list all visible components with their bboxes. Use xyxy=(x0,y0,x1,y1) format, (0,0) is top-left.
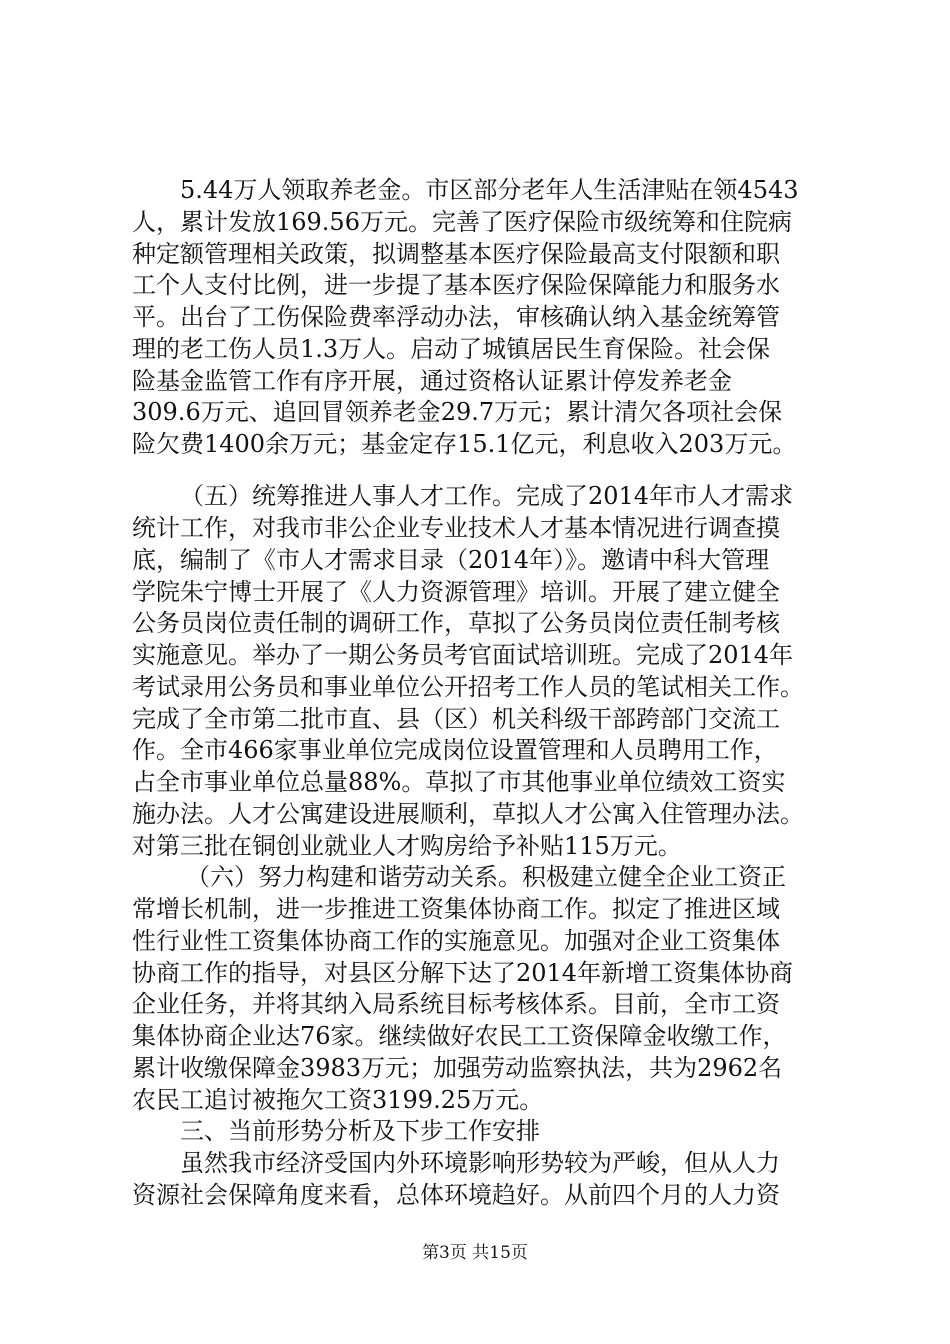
text-line: 集体协商企业达76家。继续做好农民工工资保障金收缴工作， xyxy=(132,1022,787,1050)
text-line: 协商工作的指导，对县区分解下达了2014年新增工资集体协商 xyxy=(132,959,794,987)
text-line: 统计工作，对我市非公企业专业技术人才基本情况进行调查摸 xyxy=(132,514,780,542)
text-line: 底，编制了《市人才需求目录（2014年）》。邀请中科大管理 xyxy=(132,546,770,574)
text-line: （五）统筹推进人事人才工作。完成了2014年市人才需求 xyxy=(180,482,794,510)
text-line: 资源社会保障角度来看，总体环境趋好。从前四个月的人力资 xyxy=(132,1181,780,1209)
text-line: 作。全市466家事业单位完成岗位设置管理和人员聘用工作， xyxy=(132,736,778,764)
text-line: 种定额管理相关政策，拟调整基本医疗保险最高支付限额和职 xyxy=(132,240,780,268)
text-line: 常增长机制，进一步推进工资集体协商工作。拟定了推进区域 xyxy=(132,895,780,923)
text-line: 性行业性工资集体协商工作的实施意见。加强对企业工资集体 xyxy=(132,927,780,955)
text-line: 虽然我市经济受国内外环境影响形势较为严峻，但从人力 xyxy=(180,1149,780,1177)
text-line: 工个人支付比例，进一步提了基本医疗保险保障能力和服务水 xyxy=(132,271,780,299)
text-line: 企业任务，并将其纳入局系统目标考核体系。目前，全市工资 xyxy=(132,990,780,1018)
text-line: 人，累计发放169.56万元。完善了医疗保险市级统筹和住院病 xyxy=(132,208,792,236)
text-line: 309.6万元、追回冒领养老金29.7万元；累计清欠各项社会保 xyxy=(132,398,783,426)
text-line: 农民工追讨被拖欠工资3199.25万元。 xyxy=(132,1086,544,1114)
text-line: 公务员岗位责任制的调研工作，草拟了公务员岗位责任制考核 xyxy=(132,609,780,637)
text-line: 累计收缴保障金3983万元；加强劳动监察执法，共为2962名 xyxy=(132,1054,783,1082)
page-footer: 第3页 共15页 xyxy=(422,1243,528,1263)
text-line: 施办法。人才公寓建设进展顺利，草拟人才公寓入住管理办法。 xyxy=(132,800,804,828)
text-line: （六）努力构建和谐劳动关系。积极建立健全企业工资正 xyxy=(186,863,786,891)
text-line: 占全市事业单位总量88%。草拟了市其他事业单位绩效工资实 xyxy=(132,768,786,796)
text-line: 完成了全市第二批市直、县（区）机关科级干部跨部门交流工 xyxy=(132,705,780,733)
text-line: 对第三批在铜创业就业人才购房给予补贴115万元。 xyxy=(132,832,682,860)
text-line: 考试录用公务员和事业单位公开招考工作人员的笔试相关工作。 xyxy=(132,673,804,701)
text-line: 实施意见。举办了一期公务员考官面试培训班。完成了2014年 xyxy=(132,641,794,669)
section-heading: 三、当前形势分析及下步工作安排 xyxy=(180,1117,540,1145)
text-line: 5.44万人领取养老金。市区部分老年人生活津贴在领4543 xyxy=(180,176,799,204)
text-line: 理的老工伤人员1.3万人。启动了城镇居民生育保险。社会保 xyxy=(132,335,771,363)
text-line: 险基金监管工作有序开展，通过资格认证累计停发养老金 xyxy=(132,367,732,395)
text-line: 学院朱宁博士开展了《人力资源管理》培训。开展了建立健全 xyxy=(132,578,780,606)
text-line: 平。出台了工伤保险费率浮动办法，审核确认纳入基金统筹管 xyxy=(132,303,780,331)
text-line: 险欠费1400余万元；基金定存15.1亿元，利息收入203万元。 xyxy=(132,430,797,458)
